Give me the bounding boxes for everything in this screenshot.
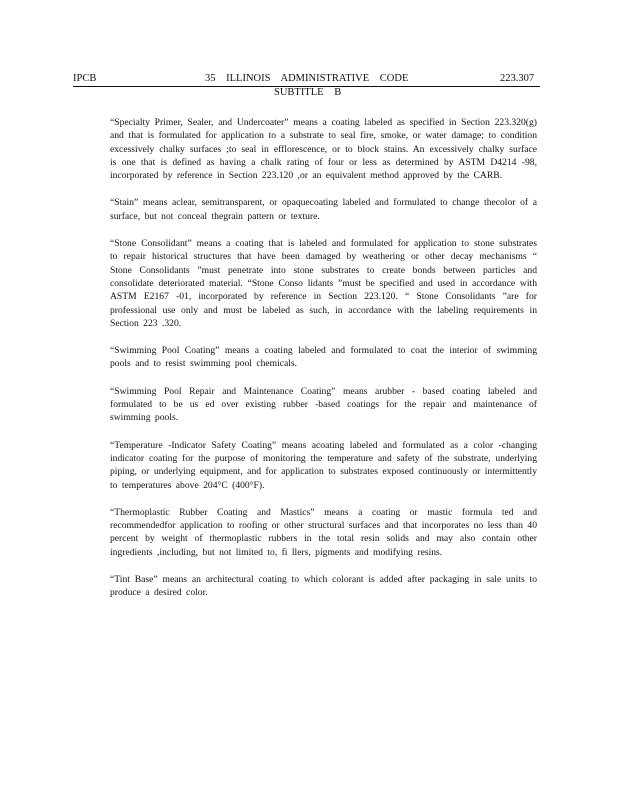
- definition-specialty-primer: “Specialty Primer, Sealer, and Undercoater” means a coating labeled as specified in Section 223.320(g) and that is formulated for application to a substrate to seal fire, smoke, or water damage; to condition excessively chalky surfaces ;to seal in efflorescence, or to block stains. An excessively chalky surface is one that is defined as having a chalk rating of four or less as determined by ASTM D4214 -98, incorporated by reference in Section 223.120 ,or an equivalent method approved by the CARB.: [110, 117, 537, 182]
- definition-swimming-pool-repair-coating: “Swimming Pool Repair and Maintenance Coating” means arubber - based coating labeled and formulated to be us ed over existing rubber -based coatings for the repair and maintenance of swimming pools.: [110, 385, 537, 424]
- definition-tint-base: “Tint Base” means an architectural coating to which colorant is added after packaging in sale units to produce a desired color.: [110, 574, 537, 599]
- header-title: 35 ILLINOIS ADMINISTRATIVE CODE: [205, 73, 409, 84]
- document-body: [110, 116, 537, 614]
- definition-temperature-indicator-coating: “Temperature -Indicator Safety Coating” means acoating labeled and formulated as a color -changing indicator coating for the purpose of monitoring the temperature and safety of the substrate, underlying piping, or underlying equipment, and for application to substrates exposed continuously or intermittently to temperatures above 204°C (400°F).: [110, 439, 537, 491]
- header-subtitle: SUBTITLE B: [274, 87, 342, 98]
- definition-stain: “Stain” means aclear, semitransparent, or opaquecoating labeled and formulated to change thecolor of a surface, but not conceal thegrain pattern or texture.: [110, 197, 537, 222]
- header-agency: IPCB: [73, 73, 97, 84]
- definition-stone-consolidant: “Stone Consolidant” means a coating that is labeled and formulated for application to stone substrates to repair historical structures that have been damaged by weathering or other decay mechanisms “ Stone Consolidants ”must penetrate into stone substrates to create bonds between particles and consolidate deteriorated material. “Stone Conso lidants ”must be specified and used in accordance with ASTM E2167 -01, incorporated by reference in Section 223.120. “ Stone Consolidants ”are for professional use only and must be labeled as such, in accordance with the labeling requirements in Section 223 .320.: [110, 238, 537, 329]
- definition-swimming-pool-coating: “Swimming Pool Coating” means a coating labeled and formulated to coat the interior of swimming pools and to resist swimming pool chemicals.: [110, 345, 537, 370]
- header-section-number: 223.307: [500, 73, 535, 84]
- definition-thermoplastic-rubber-coating: “Thermoplastic Rubber Coating and Mastics” means a coating or mastic formula ted and recommendedfor application to roofing or other structural surfaces and that incorporates no less than 40 percent by weight of thermoplastic rubbers in the total resin solids and may also contain other ingredients ,including, but not limited to, fi llers, pigments and modifying resins.: [110, 506, 537, 558]
